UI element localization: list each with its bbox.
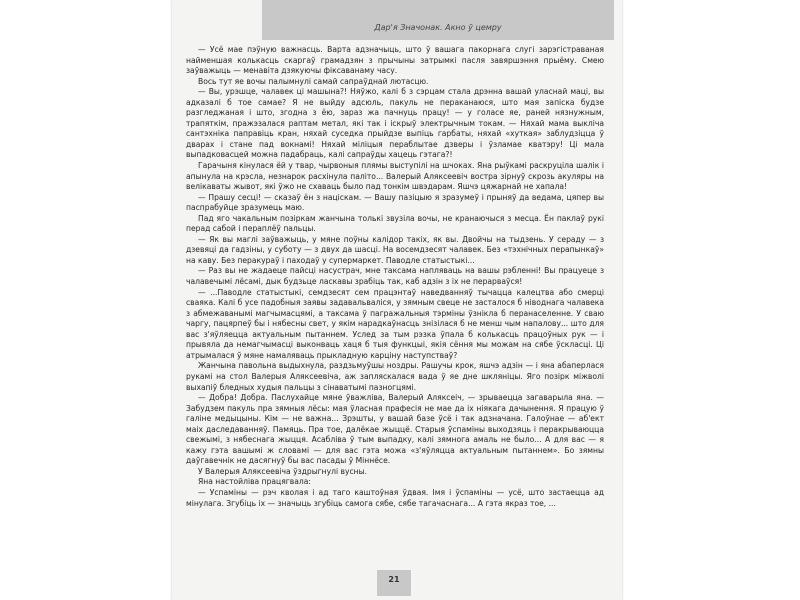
page-footer [377, 570, 411, 596]
paragraph: — Усё мае пэўную важнасць. Варта адзначыць, што ў вашага пакорнага слугі зарэгістраваная найменшая колькасць скаргаў грамадзян з прычыны затрымкі пасля завяршэння прыёму. Смею заўважыць — менавіта дзякуючы фіксаванаму часу. [186, 45, 604, 76]
paragraph: — Добра! Добра. Паслухайце мяне ўважліва, Валерый Аляксеіч, — зрываецца загаварыла яна. —Забудзем пакуль пра зямныя лёсы: мая ўласная прафесія не мае да іх ніякага дачынення. Я працую ў галіне медыцыны. Кім — не важна... Зрэшты, у вашай базе ўсё і так адзначана. Галоўнае — аб'ект маіх даследаванняў. Памяць. Пра тое, далёкае жыццё. Старыя ўспаміны выходзяць і перакрываюцца свежымі, з нябеснага жыцця. Асабліва ў тым выпадку, калі зямнога амаль не было... А для вас — я кажу гэта вашымі ж словамі — для вас гэта можа «з'яўляцца актуальным пытаннем». Бо зямны даўгавечнік не дасягнуў бы вас пасады ў Міннёсе. [186, 393, 604, 466]
paragraph: Гарачыня кінулася ёй у твар, чырвоныя плямы выступілі на шчоках. Яна рыўкамі раскруціла шалік і апынула на крэсла, незнарок расхінула паліто... Валерый Аляксеевіч востра зірнуў скрозь акуляры на велікаваты жывот, які ўжо не схаваць было пад тонкім швэдарам. Яшчэ цяжарнай не хапала! [186, 161, 604, 192]
paragraph: Яна настойліва працягвала: [198, 477, 311, 487]
paragraph: — Як вы маглі заўважыць, у мяне поўны калідор такіх, як вы. Двойчы на тыдзень. У сераду — з дзевяці да гадзіны, у суботу — з двух да шасці. На восемдзесят чалавек. Без «тэхнічных перапынкаў» на каву. Без перакураў і паходаў у супермаркет. Паводле статыстыкі... [186, 234, 604, 265]
running-header-title: Дар'я Значонак. Акно ў цемру [374, 23, 502, 32]
page-number: 21 [388, 575, 400, 584]
paragraph: Вось тут яе вочы палымнулі самай сапраўднай лютасцю. [198, 76, 429, 86]
body-text [186, 45, 604, 509]
paragraph: У Валерыя Аляксеевіча ўздрыгнулі вусны. [198, 466, 368, 476]
running-header [262, 0, 614, 40]
paragraph: — ...Паводле статыстыкі, семдзесят сем працэнтаў наведванняў тычацца калецтва або смерці сваяка. Калі б усе падобныя заявы задавальваліся, у зямным свеце не засталося б ніводнага чалавека з абмежаванымі магчымасцямі, а таксама ў пагражальныя тэрміны ўзнікла б перанаселенне. У сваю чаргу, пацярпеў бы і нябесны свет, у якім нарадкаўнасць знізілася б не менш чым напалову... што для вас з'яўляецца актуальным пытаннем. Услед за тым рэзка ўпала б колькасць працоўных рук — і прывяла да немагчымасці выконваць хаця б тыя функцыі, якія сёння мы можам на сябе ўскласці. Ці атрымалася ў мяне намаляваць прыкладную карціну наступстваў? [186, 287, 604, 360]
paragraph: — Успаміны — рэч кволая і ад таго каштоўная ўдвая. Імя і ўспаміны — усё, што застаецца ад мінулага. Згубіць іх — значыць згубіць самога сябе, сябе тагачаснага... А гэта якраз тое, ... [186, 487, 604, 508]
paragraph: — Прашу сесці! — сказаў ён з націскам. — Вашу пазіцыю я зразумеў і прыняў да ведама, цяпер вы паспрабуйце зразумець маю. [186, 192, 604, 213]
paragraph: Жанчына павольна выдыхнула, раздзьмуўшы ноздры. Рашучы крок, яшчэ адзін — і яна абаперлася рукамі на стол Валерыя Аляксеевіча, аж запляскалася вада ў яе дне шкляніцы. Яго позірк міжволі выхапіў бледных худыя пальцы з сінаватымі пазногцямі. [186, 361, 604, 392]
paragraph: Пад яго чакальным позіркам жанчына толькі звузіла вочы, не кранаючыся з месца. Ён паклаў рукі перад сабой і пераплёў пальцы. [186, 213, 604, 234]
book-page [172, 0, 622, 600]
paragraph: — Раз вы не жадаеце пайсці насустрач, мне таксама напляваць на вашы рэбленні! Вы працуеце з чалавечымі лёсамі, дык будзьце ласкавы зрабіць так, каб адзін з іх не перарваўся! [186, 266, 604, 287]
paragraph: — Вы, урэшце, чалавек ці машына?! Няўжо, калі б з сэрцам стала дрэнна вашай уласнай маці, вы адказалі б тое самае? Я не выйду адсюль, пакуль не пераканаюся, што мая запіска будзе разгледжаная і што, згодна з ёю, зараз жа пачнуць працу! — у голасе яе, раней нязнужным, трапяткім, пражэзалася раптам метал, які так і іскрыў электрычным токам. — Няхай мама выкліча сантэхніка паправіць кран, няхай суседка прыйдзе выпіць гарбаты, няхай «хуткая» заблудзіцца ў дварах і стане пад вокнамі! Няхай міліцыя пераблытае дзверы і ўзламае кватэру! Ці мала выпадковасцей можна падабраць, калі сапраўды хацець гэтага?! [186, 87, 604, 160]
